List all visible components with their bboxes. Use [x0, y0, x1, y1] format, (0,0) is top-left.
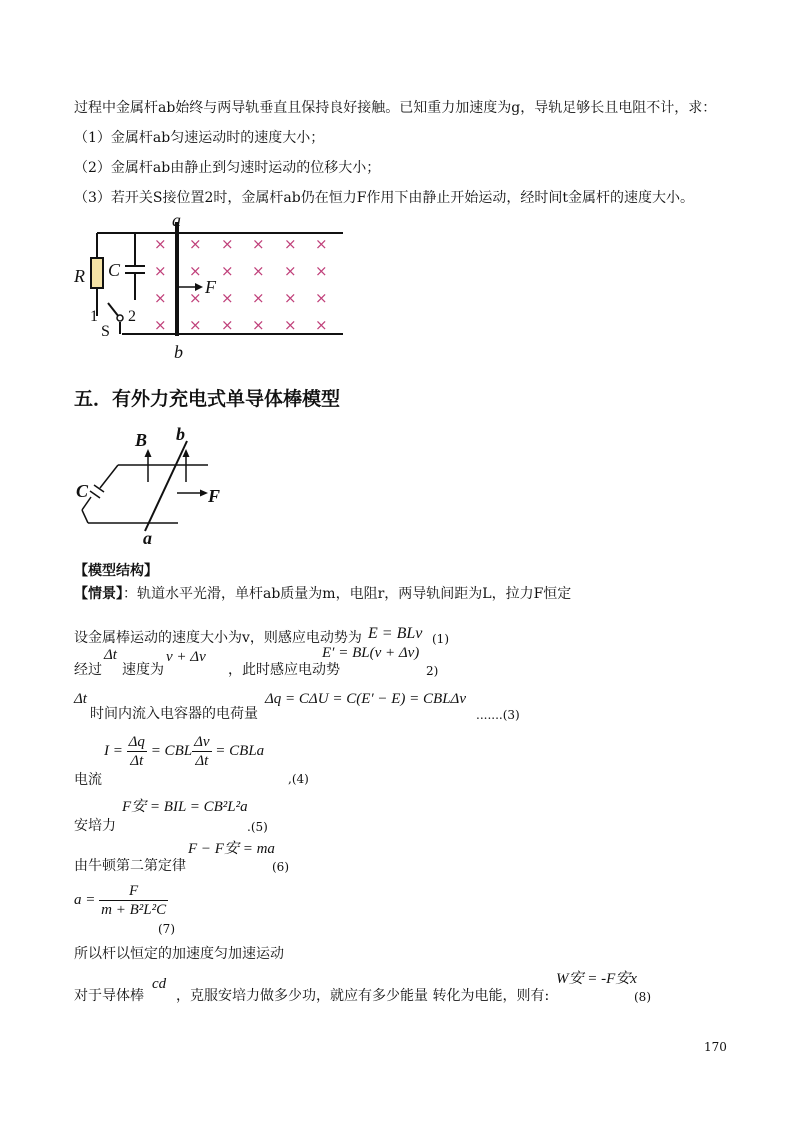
field-cross: ×	[189, 289, 202, 307]
d1-eq: E = BLv	[368, 625, 423, 642]
label-b: b	[174, 342, 183, 362]
label-F: F	[205, 277, 216, 297]
d6-label: 由牛顿第二第定律	[74, 858, 186, 874]
d7-eq	[74, 882, 168, 919]
fig2-label-C: C	[76, 481, 89, 501]
d7-tag: (7)	[158, 922, 175, 936]
section-title: 五．有外力充电式单导体棒模型	[74, 388, 341, 410]
label-C: C	[108, 260, 121, 280]
field-cross: ×	[189, 235, 202, 253]
d2-post: ，此时感应电动势	[228, 662, 340, 678]
scene-text: ：轨道水平光滑，单杆ab质量为m，电阻r，两导轨间距为L，拉力F恒定	[123, 586, 572, 602]
d3-dt: Δt	[74, 691, 87, 707]
d9-eq: W安 = -F安x	[556, 971, 637, 987]
problem-q1: （1）金属杆ab匀速运动时的速度大小；	[74, 130, 325, 146]
field-cross: ×	[154, 235, 167, 253]
d9-tag: (8)	[634, 990, 651, 1004]
d4-end: = CBLa	[215, 742, 265, 759]
scene-line	[74, 586, 571, 603]
problem-line0: 过程中金属杆ab始终与两导轨垂直且保持良好接触。已知重力加速度为g，导轨足够长且电阻不计，求：	[74, 100, 717, 116]
d4-frac1: $\frac{\Delta q}{\Delta t}$	[128, 734, 145, 769]
field-cross: ×	[154, 262, 167, 280]
field-cross: ×	[315, 316, 328, 334]
scene-label: 【情景】	[74, 586, 123, 602]
label-2: 2	[128, 308, 136, 325]
d6-tag: (6)	[272, 860, 289, 874]
d4-eq	[104, 733, 264, 770]
model-heading: 【模型结构】	[74, 563, 158, 579]
fig2-label-B: B	[135, 430, 148, 450]
page-number: 170	[704, 1040, 727, 1054]
field-cross: ×	[284, 235, 297, 253]
field-cross: ×	[284, 316, 297, 334]
d4-label: 电流	[74, 772, 102, 788]
d2-eq: E′ = BL(v + Δv)	[322, 645, 420, 661]
field-cross: ×	[315, 289, 328, 307]
d4-mid: = CBL	[150, 742, 193, 759]
d2-tag: 2)	[426, 664, 439, 678]
d9-cd: cd	[152, 976, 167, 992]
problem-q3: （3）若开关S接位置2时，金属杆ab仍在恒力F作用下由静止开始运动，经时间t金属杆的速度大小。	[74, 190, 695, 206]
problem-q2: （2）金属杆ab由静止到匀速时运动的位移大小；	[74, 160, 381, 176]
field-cross: ×	[252, 289, 265, 307]
field-cross: ×	[252, 262, 265, 280]
d3-tag: .......(3)	[476, 708, 520, 722]
field-cross: ×	[221, 316, 234, 334]
field-cross: ×	[252, 235, 265, 253]
d4-I: I =	[104, 742, 123, 759]
d3-text: 时间内流入电容器的电荷量	[90, 706, 258, 722]
fig2-label-a: a	[143, 528, 152, 548]
d5-eq: F安 = BIL = CB²L²a	[122, 799, 248, 815]
label-1: 1	[90, 308, 98, 325]
d2-v: v + Δv	[166, 649, 206, 665]
field-cross: ×	[284, 289, 297, 307]
field-cross: ×	[284, 262, 297, 280]
field-cross: ×	[252, 316, 265, 334]
d8-text: 所以杆以恒定的加速度匀加速运动	[74, 946, 284, 962]
fig2-label-F: F	[208, 486, 221, 506]
field-cross: ×	[315, 262, 328, 280]
label-a: a	[172, 210, 181, 230]
field-cross: ×	[315, 235, 328, 253]
field-cross: ×	[189, 316, 202, 334]
d4-frac2: $\frac{\Delta v}{\Delta t}$	[194, 734, 210, 769]
fig2-label-b: b	[176, 424, 185, 444]
d5-tag: .(5)	[247, 820, 268, 834]
d6-eq: F − F安 = ma	[188, 841, 275, 857]
d9-pre: 对于导体棒	[74, 988, 144, 1004]
d4-tag: ,(4)	[288, 772, 309, 786]
label-R: R	[74, 266, 85, 286]
d2-pre: 经过	[74, 662, 102, 678]
d3-eq: Δq = CΔU = C(E′ − E) = CBLΔv	[265, 691, 467, 707]
field-cross: ×	[154, 316, 167, 334]
d2-mid: 速度为	[122, 662, 164, 678]
label-S: S	[101, 323, 110, 340]
field-cross: ×	[221, 235, 234, 253]
d2-dt: Δt	[104, 647, 117, 663]
d9-post: ，克服安培力做多少功，就应有多少能量 转化为电能，则有:	[176, 988, 550, 1004]
d7-frac: $\frac{F}{\text{m + B²L²C}}$	[101, 883, 167, 918]
field-cross: ×	[221, 289, 234, 307]
d1-text: 设金属棒运动的速度大小为v，则感应电动势为	[74, 630, 362, 646]
d7-a: a =	[74, 891, 96, 908]
d1-tag: (1)	[432, 632, 449, 646]
d5-label: 安培力	[74, 818, 116, 834]
field-cross: ×	[154, 289, 167, 307]
field-cross: ×	[221, 262, 234, 280]
field-cross: ×	[189, 262, 202, 280]
